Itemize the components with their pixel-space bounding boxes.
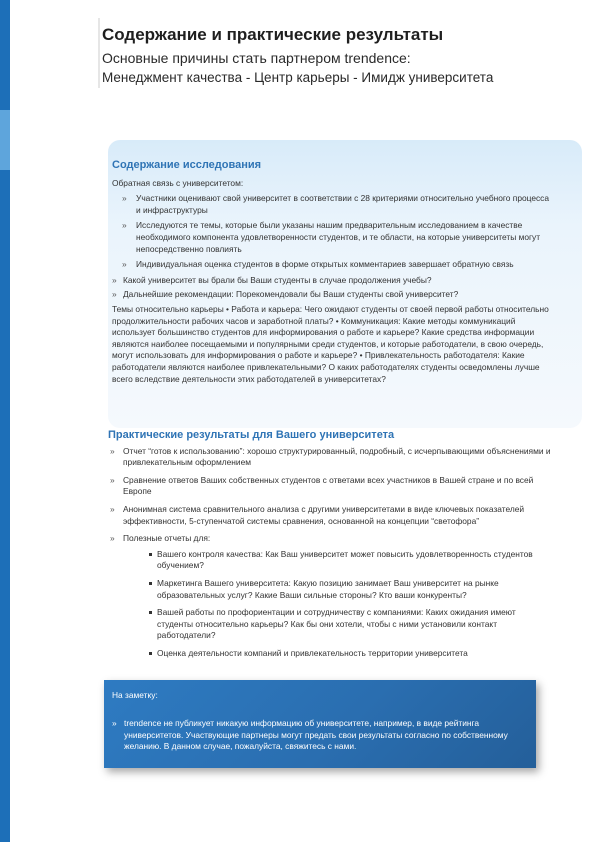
practical-results-list [108, 446, 552, 660]
career-topics-paragraph: Темы относительно карьеры • Работа и карьера: Чего ожидают студенты от своей первой работы относительно продолжительности рабочих часов и заработной платы? • Коммуникация: Какие методы коммуникаций использует большинство студентов для информирования о работе и карьере? Какие средства информации являются наиболее посещаемыми и популярными среди студентов, и которые работодатели, в свою очередь, могут использовать для информирования о работе и карьере? • Привлекательность работодателя: Какие работодатели являются наиболее привлекательными? О каких работодателях студенты осведомлены лучше всего вследствие деятельности этих работодателей в университетах? [112, 303, 549, 384]
list-item [108, 533, 552, 659]
list-item: » Сравнение ответов Ваших собственных студентов с ответами всех участников в Вашей стране и по всей Европе [108, 475, 552, 498]
list-item: » Отчет “готов к использованию”: хорошо структурированный, подробный, с исчерпывающими объяснениями и привлекательным оформлением [108, 446, 552, 469]
research-intro: Обратная связь с университетом: [112, 177, 244, 188]
list-item: Вашего контроля качества: Как Ваш университет может повысить удовлетворенность студентов обучением? [123, 549, 552, 572]
list-item: Вашей работы по профориентации и сотрудничеству с компаниями: Каких ожидания имеют студенты относительно карьеры? Как бы они хотели, чтобы с ними установили контакт работодатели? [123, 607, 552, 642]
list-item: » Какой университет вы брали бы Ваши студенты в случае продолжения учебы? [112, 275, 552, 287]
reports-intro: Полезные отчеты для: [123, 533, 211, 544]
header-divider [98, 18, 100, 88]
practical-title: Практические результаты для Вашего университета [108, 429, 395, 441]
list-item: » Анонимная система сравнительного анализа с другими университетами в виде ключевых показателей эффективности, 5-ступенчатой системы сравнения, основанной на концепции “светофора” [108, 504, 552, 527]
list-item: Маркетинга Вашего университета: Какую позицию занимает Ваш университет на рынке образовательных услуг? Какие Ваши сильные стороны? Кто ваши конкуренты? [123, 578, 552, 601]
left-accent-bar [0, 0, 10, 842]
list-item: » Исследуются те темы, которые были указаны нашим предварительным исследованием в качестве необходимого компонента удовлетворенности студентов, и те области, на которые университеты могут непосредственно повлиять [112, 220, 552, 255]
page-header [102, 24, 582, 87]
list-item: » Индивидуальная оценка студентов в форме открытых комментариев завершает обратную связь [112, 259, 552, 271]
practical-results-section [108, 430, 552, 666]
feedback-list [112, 193, 552, 271]
page-subtitle: Основные причины стать партнером trendence: [102, 50, 411, 66]
note-text: » trendence не публикует никакую информацию об университете, например, в виде рейтинга университетов. Участвующие партнеры могут предать свои результаты согласно по собственному желанию. В данном случае, пожалуйста, свяжитесь с нами. [112, 718, 522, 753]
list-item: Оценка деятельности компаний и привлекательность территории университета [123, 648, 552, 660]
research-title: Содержание исследования [112, 159, 262, 171]
list-item: » Участники оценивают свой университет в соответствии с 28 критериями относительно учебного процесса и инфраструктуры [112, 193, 552, 216]
note-title: На заметку: [112, 690, 158, 700]
page-title: Содержание и практические результаты [102, 25, 444, 44]
note-section [112, 690, 522, 753]
research-section [112, 160, 552, 385]
reports-list [123, 549, 552, 660]
list-item: » Дальнейшие рекомендации: Порекомендовали бы Ваши студенты свой университет? [112, 289, 552, 301]
page-subtitle-topics: Менеджмент качества - Центр карьеры - Имидж университета [102, 70, 494, 85]
research-questions-list [112, 275, 552, 301]
